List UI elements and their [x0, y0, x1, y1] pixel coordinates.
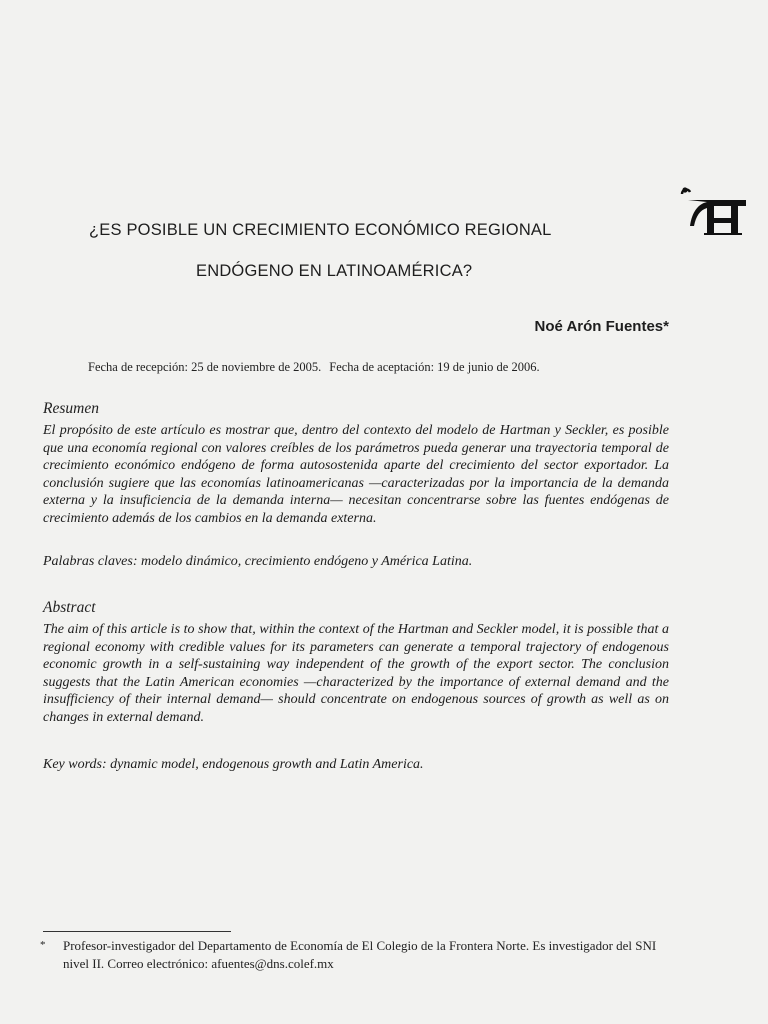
- footnote-text: Profesor-investigador del Departamento de Economía de El Colegio de la Frontera Norte. Es investigador del SNI nivel II. Correo electrónico: afuentes@dns.colef.mx: [63, 938, 657, 971]
- abstract-keywords: Key words: dynamic model, endogenous growth and Latin America.: [43, 757, 424, 772]
- acceptance-date: Fecha de aceptación: 19 de junio de 2006.: [329, 360, 540, 374]
- footnote-mark: *: [40, 939, 46, 951]
- dates-line: [88, 360, 540, 375]
- abstract-heading: Abstract: [43, 599, 96, 616]
- article-title-line-1: ¿ES POSIBLE UN CRECIMIENTO ECONÓMICO REGIONAL: [89, 221, 552, 239]
- article-title-line-2: ENDÓGENO EN LATINOAMÉRICA?: [196, 262, 473, 280]
- resumen-paragraph: El propósito de este artículo es mostrar que, dentro del contexto del modelo de Hartman y Seckler, es posible que una economía regional con valores creíbles de los parámetros pueda generar una trayectoria temporal de crecimiento económico endógeno de forma autosostenida aparte del crecimiento del sector exportador. La conclusión sugiere que las economías latinoamericanas —caracterizadas por la importancia de la demanda externa y la insuficiencia de la demanda interna— necesitan concentrarse sobre las fuentes endógenas de crecimiento además de los cambios en la demanda externa.: [43, 423, 669, 526]
- resumen-keywords: Palabras claves: modelo dinámico, crecimiento endógeno y América Latina.: [43, 554, 473, 569]
- abstract-paragraph: The aim of this article is to show that, within the context of the Hartman and Seckler model, it is possible that a regional economy with credible values for its parameters can generate a temporal trajectory of endogenous economic growth in a self-sustaining way independent of the growth of the export sector. The conclusion suggests that the Latin American economies —characterized by the importance of external demand and the insufficiency of their internal demand— should concentrate on endogenous sources of growth as well as on changes in external demand.: [43, 622, 669, 725]
- reception-date: Fecha de recepción: 25 de noviembre de 2005.: [88, 360, 322, 374]
- footnote: [40, 937, 683, 973]
- author-name: Noé Arón Fuentes*: [534, 318, 669, 335]
- resumen-heading: Resumen: [43, 400, 99, 417]
- journal-logo-icon: [678, 186, 750, 238]
- footnote-divider: [43, 931, 231, 932]
